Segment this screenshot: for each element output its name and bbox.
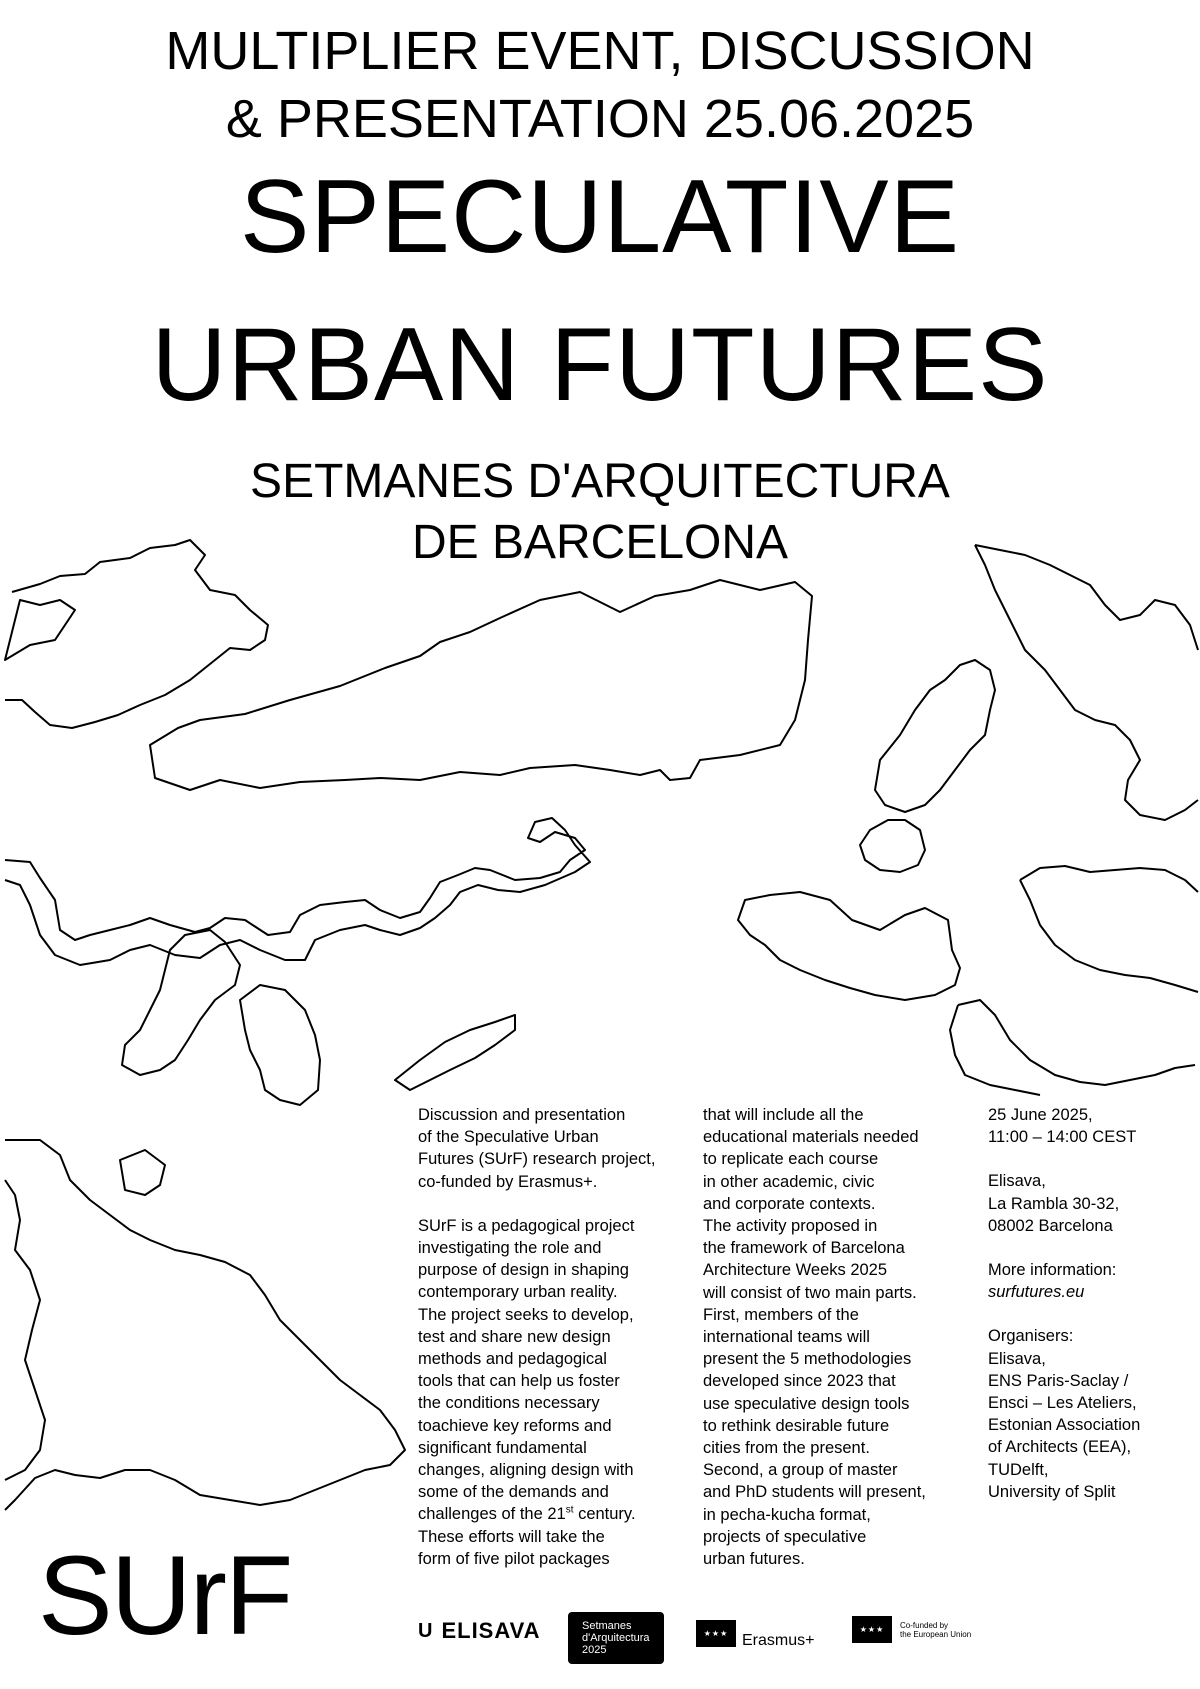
text-line: form of five pilot packages — [418, 1549, 610, 1568]
text-line: urban futures. — [703, 1550, 805, 1569]
text-line: contemporary urban reality. — [418, 1283, 618, 1302]
text-line: ENS Paris-Saclay / — [988, 1371, 1129, 1390]
text-line: Futures (SUrF) research project, — [418, 1150, 656, 1169]
text-line: Organisers: — [988, 1327, 1074, 1346]
text-line: of the Speculative Urban — [418, 1128, 599, 1147]
text-line: Discussion and presentation — [418, 1106, 626, 1124]
erasmus-wordmark: Erasmus+ — [742, 1632, 815, 1649]
text-line: in pecha-kucha format, — [703, 1505, 871, 1524]
text-fragment: challenges of the 21 — [418, 1505, 566, 1524]
text-line: educational materials needed — [703, 1128, 919, 1147]
contour-shape — [1020, 866, 1198, 992]
contour-shape — [150, 580, 812, 790]
description-column-2 — [703, 1104, 973, 1570]
text-line: and corporate contexts. — [703, 1194, 876, 1213]
text-line: surfutures.eu — [988, 1283, 1085, 1302]
setmanes-arquitectura-logo — [568, 1612, 664, 1664]
setmanes-line-1: Setmanes — [582, 1620, 632, 1632]
header-line-1: MULTIPLIER EVENT, DISCUSSION — [165, 21, 1035, 81]
text-line: some of the demands and — [418, 1483, 609, 1502]
setmanes-line-3: 2025 — [582, 1644, 607, 1656]
contour-shape — [122, 930, 240, 1075]
text-line: 25 June 2025, — [988, 1106, 1093, 1124]
text-line: projects of speculative — [703, 1527, 867, 1546]
text-fragment: century. — [573, 1505, 636, 1524]
erasmus-logo — [696, 1616, 814, 1650]
paragraph-gap — [988, 1237, 1193, 1259]
subtitle-line-2: DE BARCELONA — [411, 516, 789, 569]
text-line: University of Split — [988, 1482, 1116, 1501]
contour-shape — [975, 545, 1198, 820]
text-line: to rethink desirable future — [703, 1416, 890, 1435]
text-line: to replicate each course — [703, 1150, 879, 1169]
text-line: in other academic, civic — [703, 1172, 875, 1191]
title-line-2: URBAN FUTURES — [151, 307, 1049, 423]
title-line-1: SPECULATIVE — [240, 159, 960, 275]
header-line-2: & PRESENTATION 25.06.2025 — [225, 89, 975, 149]
setmanes-line-2: d'Arquitectura — [582, 1632, 650, 1644]
text-line: the conditions necessary — [418, 1394, 600, 1413]
surf-logo: SUrF — [38, 1533, 292, 1658]
text-line: Elisava, — [988, 1349, 1046, 1368]
contour-shape — [395, 1015, 515, 1090]
contour-shape — [950, 1000, 1195, 1095]
text-line: 11:00 – 14:00 CEST — [988, 1128, 1137, 1147]
text-line: investigating the role and — [418, 1239, 602, 1258]
eu-line-2: the European Union — [900, 1629, 972, 1639]
text-line: Architecture Weeks 2025 — [703, 1261, 888, 1280]
text-line: changes, aligning design with — [418, 1461, 634, 1480]
text-line: of Architects (EEA), — [988, 1438, 1132, 1457]
text-line: TUDelft, — [988, 1460, 1049, 1479]
eu-cofunded-text — [900, 1621, 971, 1639]
contour-shape — [120, 1150, 165, 1195]
eu-cofunded-logo — [852, 1616, 971, 1643]
text-line: significant fundamental — [418, 1438, 587, 1457]
text-line: Second, a group of master — [703, 1461, 898, 1480]
elisava-logo — [418, 1618, 541, 1644]
text-line — [418, 1503, 698, 1525]
event-info-column — [988, 1104, 1193, 1503]
text-line: These efforts will take the — [418, 1527, 605, 1546]
text-line: Elisava, — [988, 1172, 1046, 1191]
elisava-mark-icon: U — [418, 1619, 434, 1642]
text-line: La Rambla 30-32, — [988, 1194, 1120, 1213]
text-line: purpose of design in shaping — [418, 1261, 629, 1280]
text-line: toachieve key reforms and — [418, 1416, 612, 1435]
text-line: developed since 2023 that — [703, 1372, 896, 1391]
text-line: test and share new design — [418, 1327, 611, 1346]
contour-shape — [5, 540, 268, 728]
text-line: The project seeks to develop, — [418, 1305, 634, 1324]
description-column-1 — [418, 1104, 698, 1570]
text-line: SUrF is a pedagogical project — [418, 1216, 635, 1235]
text-line: and PhD students will present, — [703, 1483, 926, 1502]
contour-shape — [738, 892, 960, 1000]
text-line: co-funded by Erasmus+. — [418, 1172, 598, 1191]
text-line: Ensci – Les Ateliers, — [988, 1394, 1137, 1413]
paragraph-gap — [418, 1193, 698, 1215]
text-line: tools that can help us foster — [418, 1372, 620, 1391]
contour-shape — [875, 660, 995, 812]
eu-line-1: Co-funded by — [900, 1620, 949, 1630]
subtitle-line-1: SETMANES D'ARQUITECTURA — [250, 455, 950, 508]
text-line: The activity proposed in — [703, 1217, 878, 1236]
text-line: More information: — [988, 1261, 1117, 1280]
contour-shape — [860, 820, 925, 872]
text-line: use speculative design tools — [703, 1394, 910, 1413]
contour-shape — [5, 1140, 405, 1510]
text-line: present the 5 methodologies — [703, 1350, 912, 1369]
paragraph-gap — [988, 1303, 1193, 1325]
text-line: First, members of the — [703, 1305, 859, 1324]
contour-shape — [5, 1180, 45, 1480]
text-line: will consist of two main parts. — [703, 1283, 917, 1302]
contour-shape — [5, 818, 590, 965]
text-line: the framework of Barcelona — [703, 1239, 905, 1258]
contour-shape — [240, 985, 320, 1105]
text-line: Estonian Association — [988, 1416, 1141, 1435]
text-line: international teams will — [703, 1328, 870, 1347]
eu-flag-icon: ★★★ — [696, 1620, 736, 1647]
text-line: cities from the present. — [703, 1439, 870, 1458]
elisava-wordmark: ELISAVA — [441, 1618, 541, 1643]
text-line: methods and pedagogical — [418, 1350, 607, 1369]
text-line: 08002 Barcelona — [988, 1216, 1113, 1235]
paragraph-gap — [988, 1148, 1193, 1170]
eu-flag-icon: ★★★ — [852, 1616, 892, 1643]
text-line: that will include all the — [703, 1106, 864, 1124]
text-fragment: st — [565, 1504, 574, 1516]
